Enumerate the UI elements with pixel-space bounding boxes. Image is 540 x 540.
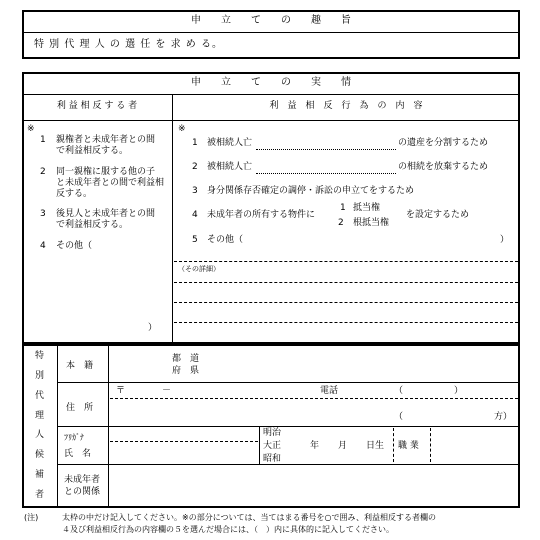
name-divider [57, 464, 520, 465]
purpose-divider [22, 32, 520, 33]
left-item-4-close: ） [148, 323, 158, 333]
facts-column-divider [172, 94, 173, 344]
postal-mark: 〒 [116, 386, 126, 396]
side-char-4: 理 [34, 410, 44, 421]
side-char-1: 特 [34, 351, 44, 361]
occupation-dash-left [393, 428, 394, 462]
right-item-5-num: 5 [192, 235, 198, 245]
todofuken-bottom: 府 県 [172, 366, 200, 376]
postal-dash: － [162, 386, 172, 396]
side-char-3: 代 [34, 390, 44, 401]
phone-close: ） [454, 386, 464, 396]
details-label: （その詳細） [178, 265, 220, 273]
phone-open: （ [394, 386, 404, 396]
right-item-4-pre: 未成年者の所有する物件に [207, 210, 316, 220]
right-item-3-num: 3 [192, 186, 198, 196]
right-item-4-opt1: 抵当権 [353, 203, 381, 213]
left-header: 利 益 相 反 す る 者 [56, 101, 138, 111]
side-char-6: 候 [34, 450, 44, 461]
purpose-title: 申 立 て の 趣 旨 [191, 15, 351, 26]
address-dash-line [110, 398, 518, 399]
side-char-7: 補 [34, 470, 44, 481]
note-line-1: 太枠の中だけ記入してください。※の部分については、当てはまる番号を○で囲み、利益相反する者欄の [62, 513, 436, 522]
address-divider [57, 426, 520, 427]
era-divider [259, 426, 260, 464]
facts-header-divider [22, 120, 520, 121]
occupation-dash-right [430, 428, 431, 462]
right-header: 利 益 相 反 行 為 の 内 容 [269, 101, 423, 111]
details-line-1 [174, 261, 518, 262]
details-line-3 [174, 302, 518, 303]
honseki-label: 本 籍 [66, 361, 94, 371]
note-line-2: ４及び利益相反行為の内容欄の５を選んだ場合には、（ ）内に具体的に記入してください。 [62, 525, 394, 534]
left-item-2-line-2: と未成年者との間で利益相 [56, 178, 165, 188]
right-item-4-opt1-num: 1 [340, 203, 346, 213]
furigana-label: ﾌﾘｶﾞﾅ [64, 433, 84, 442]
left-item-4-num: 4 [40, 241, 46, 251]
right-item-1-post: の遺産を分割するため [398, 138, 489, 148]
phone-label: 電話 [320, 386, 339, 396]
addr-close: 方） [494, 412, 513, 422]
name-label: 氏 名 [64, 449, 92, 459]
left-item-3-num: 3 [40, 209, 46, 219]
details-line-2 [174, 282, 518, 283]
left-item-1-line-2: で利益相反する。 [56, 146, 129, 156]
right-item-4-num: 4 [192, 210, 198, 220]
relation-label-2: との関係 [64, 487, 101, 497]
left-item-3-line-2: で利益相反する。 [56, 220, 129, 230]
furigana-dash-line [110, 441, 258, 442]
details-line-4 [174, 322, 518, 323]
occupation-label: 職 業 [398, 441, 419, 451]
era-taisho: 大正 [263, 441, 282, 451]
address-label: 住 所 [66, 403, 94, 413]
right-item-2-blank [256, 173, 396, 174]
facts-title-divider [22, 94, 520, 95]
right-item-1-pre: 被相続人亡 [207, 138, 253, 148]
left-item-3-line-1: 後見人と未成年者との間 [56, 209, 156, 219]
left-item-1-num: 1 [40, 135, 46, 145]
right-item-5-pre: その他（ [207, 235, 244, 245]
purpose-text: 特 別 代 理 人 の 選 任 を 求 め る。 [34, 39, 223, 50]
right-item-2-post: の相続を放棄するため [398, 162, 489, 172]
right-item-4-opt2: 根抵当権 [353, 218, 390, 228]
left-item-2-line-1: 同一親権に服する他の子 [56, 167, 156, 177]
right-item-1-num: 1 [192, 138, 198, 148]
birth-label: 日生 [366, 441, 385, 451]
facts-title: 申 立 て の 実 情 [191, 77, 351, 88]
todofuken-top: 都 道 [172, 354, 200, 364]
right-item-3-text: 身分関係存否確定の調停・訴訟の申立てをするため [207, 186, 415, 196]
right-item-4-post: を設定するため [406, 210, 470, 220]
left-item-2-num: 2 [40, 167, 46, 177]
relation-label-1: 未成年者 [64, 475, 101, 485]
left-item-1-line-1: 親権者と未成年者との間 [56, 135, 156, 145]
left-item-4-line-1: その他（ [56, 241, 93, 251]
side-char-5: 人 [34, 430, 44, 441]
note-mark: (注) [24, 513, 39, 522]
right-mark: ※ [178, 124, 186, 134]
era-showa: 昭和 [263, 454, 282, 464]
side-char-2: 別 [34, 370, 44, 381]
addr-open: （ [394, 412, 404, 422]
side-char-8: 者 [34, 489, 44, 500]
left-mark: ※ [27, 124, 35, 134]
right-item-4-opt2-num: 2 [338, 218, 344, 228]
month-label: 月 [338, 441, 348, 451]
facts-box [22, 72, 520, 344]
era-meiji: 明治 [263, 428, 282, 438]
right-item-1-blank [256, 149, 396, 150]
honseki-divider [57, 382, 520, 383]
right-item-5-post: ） [500, 235, 510, 245]
candidate-side-label [22, 352, 57, 500]
year-label: 年 [310, 441, 320, 451]
right-item-2-num: 2 [192, 162, 198, 172]
right-item-2-pre: 被相続人亡 [207, 162, 253, 172]
left-item-2-line-3: 反する。 [56, 189, 93, 199]
